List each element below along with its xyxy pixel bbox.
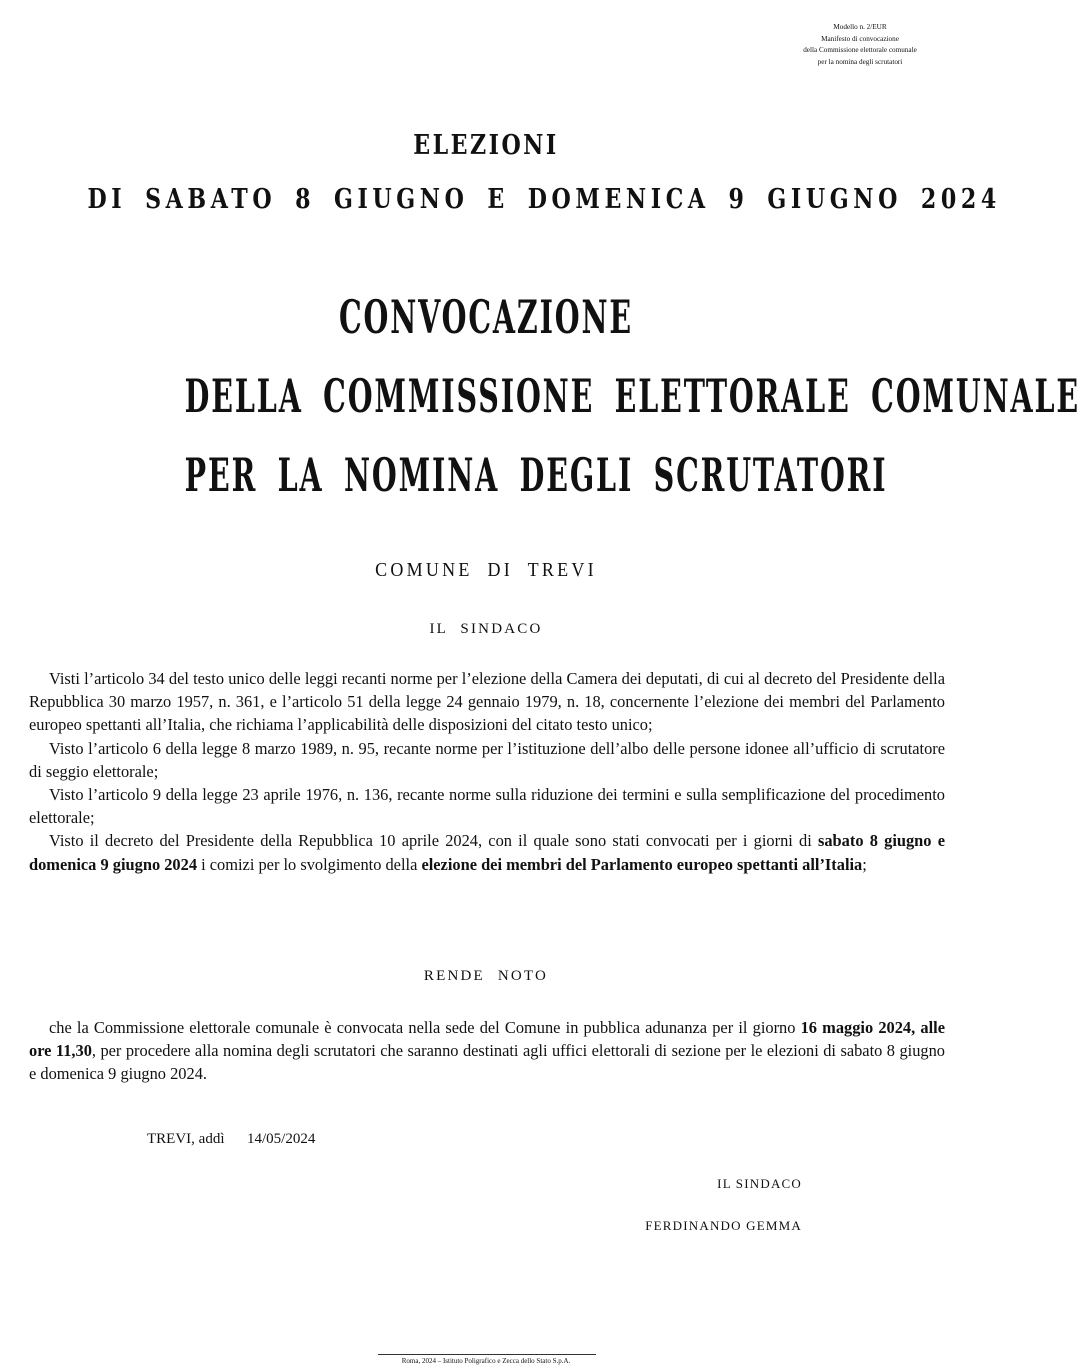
model-ref-line: della Commissione elettorale comunale [803,46,917,54]
preamble [29,667,945,876]
preamble-paragraph-decree [29,829,945,875]
text-run: Visto il decreto del Presidente della Repubblica 10 aprile 2024, con il quale sono stati convocati per i giorni di [49,831,818,851]
text-run: , per procedere alla nomina degli scrutatori che saranno destinati agli uffici elettorali di sezione per le elezioni di sabato 8 giugno e domenica 9 giugno 2024. [29,1041,945,1084]
issuer-title: IL SINDACO [429,621,543,637]
commission-title: DELLA COMMISSIONE ELETTORALE COMUNALE [184,369,1080,423]
municipality-name: COMUNE DI TREVI [375,559,597,581]
text-run: ; [862,854,867,874]
place-and-date [147,1131,315,1148]
rende-noto-heading: RENDE NOTO [423,968,549,984]
model-ref-line: Modello n. 2/EUR [833,23,887,31]
election-dates-heading: DI SABATO 8 GIUGNO E DOMENICA 9 GIUGNO 2024 [87,184,1001,215]
model-ref-line: per la nomina degli scrutatori [817,57,903,66]
bold-election-type: elezione dei membri del Parlamento europeo spettanti all’Italia [421,854,863,874]
date: 14/05/2024 [246,1131,316,1147]
elections-heading: ELEZIONI [413,130,559,161]
signature-title: IL SINDACO [717,1176,802,1191]
preamble-paragraph: Visto l’articolo 9 della legge 23 aprile 1976, n. 136, recante norme sulla riduzione dei termini e sulla semplificazione del procedimento elettorale; [29,785,945,828]
printer-footer: Roma, 2024 – Istituto Poligrafico e Zecca dello Stato S.p.A. [401,1357,571,1365]
model-ref-line: Manifesto di convocazione [821,34,899,43]
notice-paragraph [29,1016,945,1086]
footer-divider [378,1354,596,1355]
bold-election-dates: sabato 8 giugno e domenica 9 giugno 2024 [29,831,945,874]
signature-name: FERDINANDO GEMMA [645,1218,802,1233]
text-run: i comizi per lo svolgimento della [197,854,422,874]
text-run: che la Commissione elettorale comunale è convocata nella sede del Comune in pubblica adunanza per il giorno [49,1018,801,1037]
model-reference [760,22,960,68]
place: TREVI, addì [147,1131,225,1147]
notice [29,1016,945,1086]
preamble-paragraph: Visti l’articolo 34 del testo unico delle leggi recanti norme per l’elezione della Camera dei deputati, di cui al decreto del Presidente della Repubblica 30 marzo 1957, n. 361, e l’articolo 51 della legge 24 gennaio 1979, n. 18, concernente l’elezione dei membri del Parlamento europeo spettanti all’Italia, che richiama l’applicabilità delle disposizioni del citato testo unico; [29,669,945,735]
purpose-title: PER LA NOMINA DEGLI SCRUTATORI [184,448,888,502]
convocation-title: CONVOCAZIONE [338,290,634,344]
preamble-paragraph: Visto l’articolo 6 della legge 8 marzo 1989, n. 95, recante norme per l’istituzione dell’albo delle persone idonee all’ufficio di scrutatore di seggio elettorale; [29,738,945,781]
bold-meeting-datetime: 16 maggio 2024, alle ore 11,30 [29,1018,945,1061]
